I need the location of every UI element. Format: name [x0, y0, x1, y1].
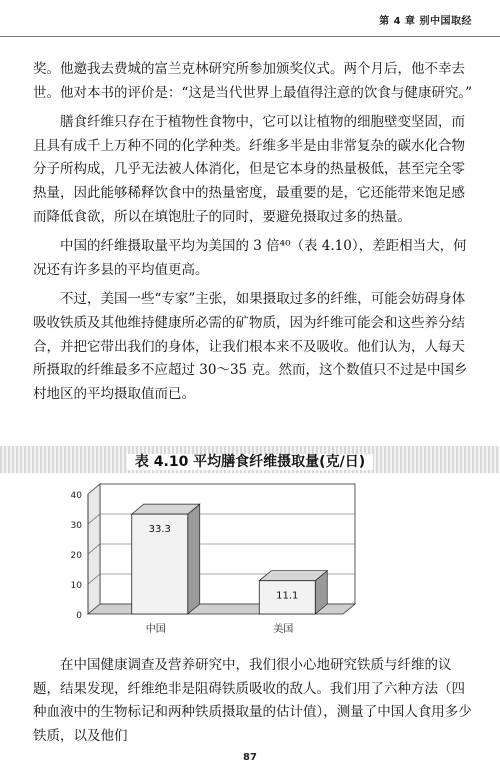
bar-top	[132, 504, 200, 514]
body-text	[33, 58, 473, 412]
chapter-heading: 第 4 章 别中国取经	[379, 16, 472, 27]
table-title-text: 表 4.10 平均膳食纤维摄取量(克/日)	[127, 454, 373, 470]
x-category-label: 中国	[145, 624, 166, 635]
paragraph: 奖。他邀我去费城的富兰克林研究所参加颁奖仪式。两个月后，他不幸去世。他对本书的评价是：“这是当代世界上最值得注意的饮食与健康研究。”	[33, 61, 473, 101]
bar-side	[188, 504, 200, 614]
bar-top	[259, 571, 327, 581]
paragraph: 不过，美国一些“专家”主张，如果摄取过多的纤维，可能会妨碍身体吸收铁质及其他维持健康所必需的矿物质，因为纤维可能会和这些养分结合，并把它带出我们的身体，让我们根本来不及吸收。他们认为，人每天所摄取的纤维最多不应超过 30～35 克。然而，这个数值只不过是中国乡村地区的平均摄取值而已。	[33, 291, 468, 402]
paragraph: 中国的纤维摄取量平均为美国的 3 倍⁴⁰（表 4.10），差距相当大，何况还有许多县的平均值更高。	[33, 238, 467, 278]
bar-value-label: 11.1	[276, 590, 299, 602]
paragraph: 在中国健康调查及营养研究中，我们很小心地研究铁质与纤维的议题，结果发现，纤维绝非是阻碍铁质吸收的敌人。我们用了六种方法（四种血液中的生物标记和两种铁质摄取量的估计值），测量了中国人食用多少铁质，以及他们	[33, 657, 472, 744]
y-tick-label: 0	[76, 611, 82, 621]
paragraph: 膳食纤维只存在于植物性食物中，它可以让植物的细胞壁变坚固，而且具有成千上万种不同的化学种类。纤维多半是由非常复杂的碳水化合物分子所构成，几乎无法被人体消化，但是它本身的热量极低，甚至完全零热量，因此能够稀释饮食中的热量密度，最重要的是，它还能带来饱足感而降低食欲，所以在填饱肚子的同时，要避免摄取过多的热量。	[33, 114, 465, 225]
table-title	[0, 451, 500, 471]
y-tick-label: 40	[70, 491, 82, 501]
x-category-label: 美国	[273, 624, 294, 635]
y-tick-label: 10	[70, 581, 82, 591]
bar-value-label: 33.3	[148, 524, 171, 536]
running-header	[0, 0, 500, 37]
bottom-text	[33, 654, 473, 748]
page-number: 87	[243, 752, 257, 763]
y-tick-label: 30	[70, 521, 82, 531]
fiber-intake-chart	[60, 482, 390, 642]
y-tick-label: 20	[70, 551, 82, 561]
